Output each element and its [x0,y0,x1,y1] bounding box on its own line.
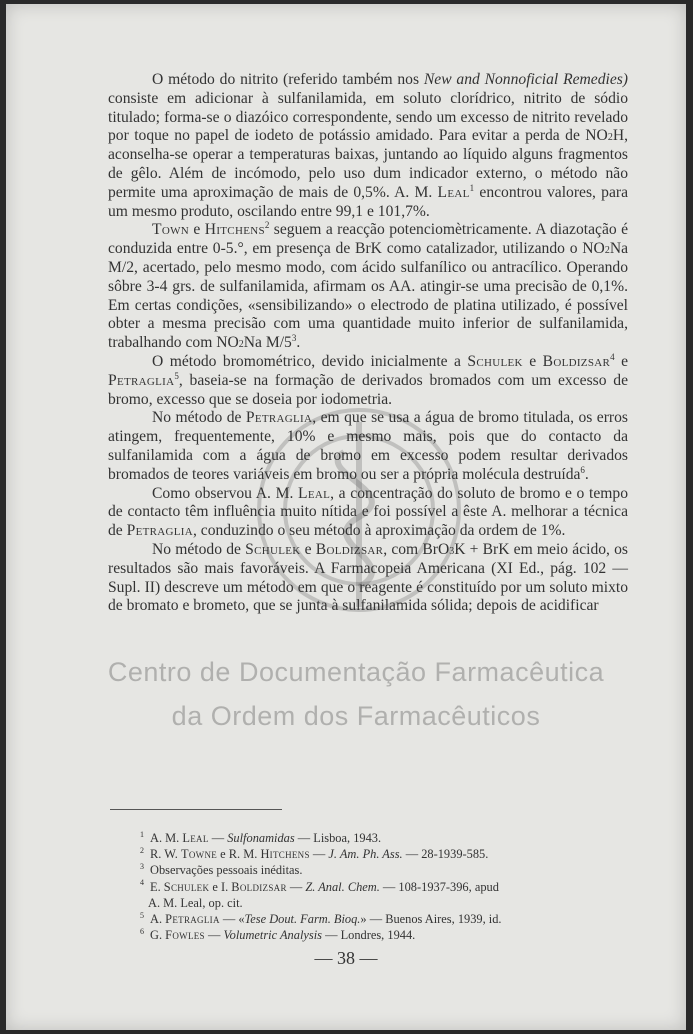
text-segment: Boldizsar [231,879,287,894]
text-segment: , conduzindo o seu método à aproximação da ordem de 1%. [193,522,566,540]
text-segment: Volumetric Analysis [223,928,322,943]
text-segment: — [309,847,329,862]
text-segment: H, aconselha-se operar a temperaturas baixas, juntando ao líquido alguns fragmentos de gêlo. Além de incómodo, pelo uso dum indicador externo, o método não permite uma aproximação de mais de 0,5%. A. M. [108,127,628,201]
text-segment: Hitchens [260,847,310,862]
text-segment: Schulek [467,352,523,370]
text-segment: O método bromométrico, devido inicialmente a [152,352,468,370]
text-segment: , em que se usa a água de bromo titulada, os erros atingem, frequentemente, 10% e mesmo mais, pois que do contacto da sulfanilamida com a água de bromo em excesso podem resultar derivados bromados de teores variáveis em bromo ou ser a própria molécula destruída [108,409,628,483]
text-segment: — 28-1939-585. [402,847,489,862]
text-segment: seguem a reacção potenciomètricamente. A diazotação é conduzida entre 0-5.°, em presença de BrK como catalizador, utilizando o NO [108,221,629,258]
page-number: — 38 — [314,948,378,968]
text-segment: » — Buenos Aires, 1939, id. [360,912,502,927]
text-segment: J. Am. Ph. Ass. [328,847,403,862]
text-segment: K + BrK em meio ácido, os resultados são mais favoráveis. A Farmacopeia Americana (XI Ed., pág. 102 — Supl. II) descreve um método em que o reagente é constituído por um soluto mixto de bromato e brometo, que se junta à sulfanilamida sólida; depois de acidificar [108,540,628,615]
watermark-text-line1: Centro de Documentação Farmacêutica [107,657,605,687]
text-segment: 5 [174,370,179,381]
text-segment: — [286,879,306,894]
footnote-divider [110,809,282,810]
paragraph [108,71,628,221]
footnote-number: 1 [140,829,144,839]
text-segment: — Londres, 1944. [321,928,416,943]
footnote [108,911,628,927]
text-segment: Petraglia [165,912,220,927]
text-segment: 2 [238,339,244,351]
text-segment: Na M/2, acertado, pelo mesmo modo, com ácido sulfanílico ou antracílico. Operando sôbre 3-4 grs. de sulfanilamida, afirmam os AA. atingir-se uma precisão de 0,1%. Em certas condições, «sensibilizando» o electrodo de platina utilizado, é possível obter a mesma precisão com uma quantidade muito inferior de sulfanilamida, trabalhando com NO [108,240,628,352]
paragraph [108,353,628,409]
watermark-text-line2: da Ordem dos Farmacêuticos [171,701,541,731]
text-segment: A. [150,912,166,927]
text-segment: , a concentração do soluto de bromo e o tempo de contacto têm influência muito nítida e foi possível a êste A. melhorar a técnica de [108,484,628,540]
text-segment: , baseia-se na formação de derivados bromados com um excesso de bromo, excesso que se doseia por iodometria. [108,371,628,408]
text-segment: Hitchens [204,221,265,239]
text-segment: R. W. [150,847,181,862]
text-segment: e R. M. [217,847,261,862]
footnote [108,846,628,862]
paragraph [108,221,628,353]
text-segment: 2 [607,132,613,144]
text-segment: Leal [182,831,209,845]
text-segment: e I. [209,879,232,894]
text-segment: Leal [298,484,331,502]
text-segment: Leal [437,183,470,201]
paragraph [108,485,628,541]
text-segment: Como observou A. M. [152,484,299,502]
text-segment: — Lisboa, 1943. [294,831,382,845]
text-segment: Towne [181,847,218,862]
text-segment: No método de [152,409,246,427]
text-segment: Fowles [165,928,205,943]
text-segment: 3 [291,332,297,343]
text-segment: Town [152,221,189,239]
text-segment: — 108-1937-396, apud [379,879,499,894]
footnote [108,879,628,895]
text-segment: Schulek [163,879,210,894]
footnote-number: 4 [140,878,144,888]
text-segment: 3 [449,545,455,557]
text-segment: consiste em adicionar à sulfanilamida, em soluto clorídrico, nitrito de sódio titulado; forma-se o diazóico correspondente, sendo um excesso de nitrito revelado por toque no papel de iodeto de potássio amidado. Para evitar a perda de NO [108,89,628,145]
text-segment: Z. Anal. Chem. [305,879,380,894]
text-segment: Petraglia [108,371,175,389]
text-segment: O método do nitrito (referido também nos [152,71,424,88]
text-segment: — [208,831,228,845]
footnote-number: 2 [140,846,144,856]
text-segment: Sulfonamidas [227,831,295,845]
text-segment: Petraglia [245,409,313,427]
text-segment: E. [150,879,164,894]
text-segment: Boldizsar [315,540,384,558]
text-segment: Boldizsar [542,352,611,370]
text-segment: e [300,540,316,558]
body-text [108,71,628,616]
text-segment: , com BrO [383,540,450,558]
text-segment: 6 [580,464,585,475]
text-segment: G. [150,928,166,943]
text-segment: . [584,465,589,483]
text-segment: e [614,352,628,370]
paragraph [108,409,628,484]
text-segment: . [296,334,301,352]
footnote-continuation: A. M. Leal, op. cit. [148,895,243,910]
text-segment: Schulek [245,540,301,558]
text-segment: Petraglia [126,522,193,540]
text-segment: e [522,352,543,370]
footnote-number: 3 [140,862,144,872]
footnote-number: 5 [140,910,144,920]
text-segment: encontrou valores, para um mesmo produto, oscilando entre 99,1 e 101,7%. [108,183,629,220]
text-segment: 2 [264,220,270,231]
text-segment: 2 [604,245,610,257]
text-segment: 1 [469,182,475,193]
text-segment: New and Nonnoficial Remedies) [423,71,629,88]
text-segment: No método de [152,540,246,558]
paragraph [108,541,628,616]
footnotes [108,830,628,943]
document-page [6,4,686,1030]
text-segment: — [204,928,224,943]
footnote-number: 6 [140,927,144,937]
footnote [108,927,628,943]
text-segment: A. M. [150,831,183,845]
footnote [108,830,628,846]
text-segment: Observações pessoais inéditas. [150,863,303,878]
text-segment: Na M/5 [243,334,292,352]
text-segment: Tese Dout. Farm. Bioq. [244,912,361,927]
text-segment: 4 [610,351,615,362]
text-segment: — « [219,912,245,927]
text-segment: e [189,221,205,239]
footnote [108,862,628,878]
